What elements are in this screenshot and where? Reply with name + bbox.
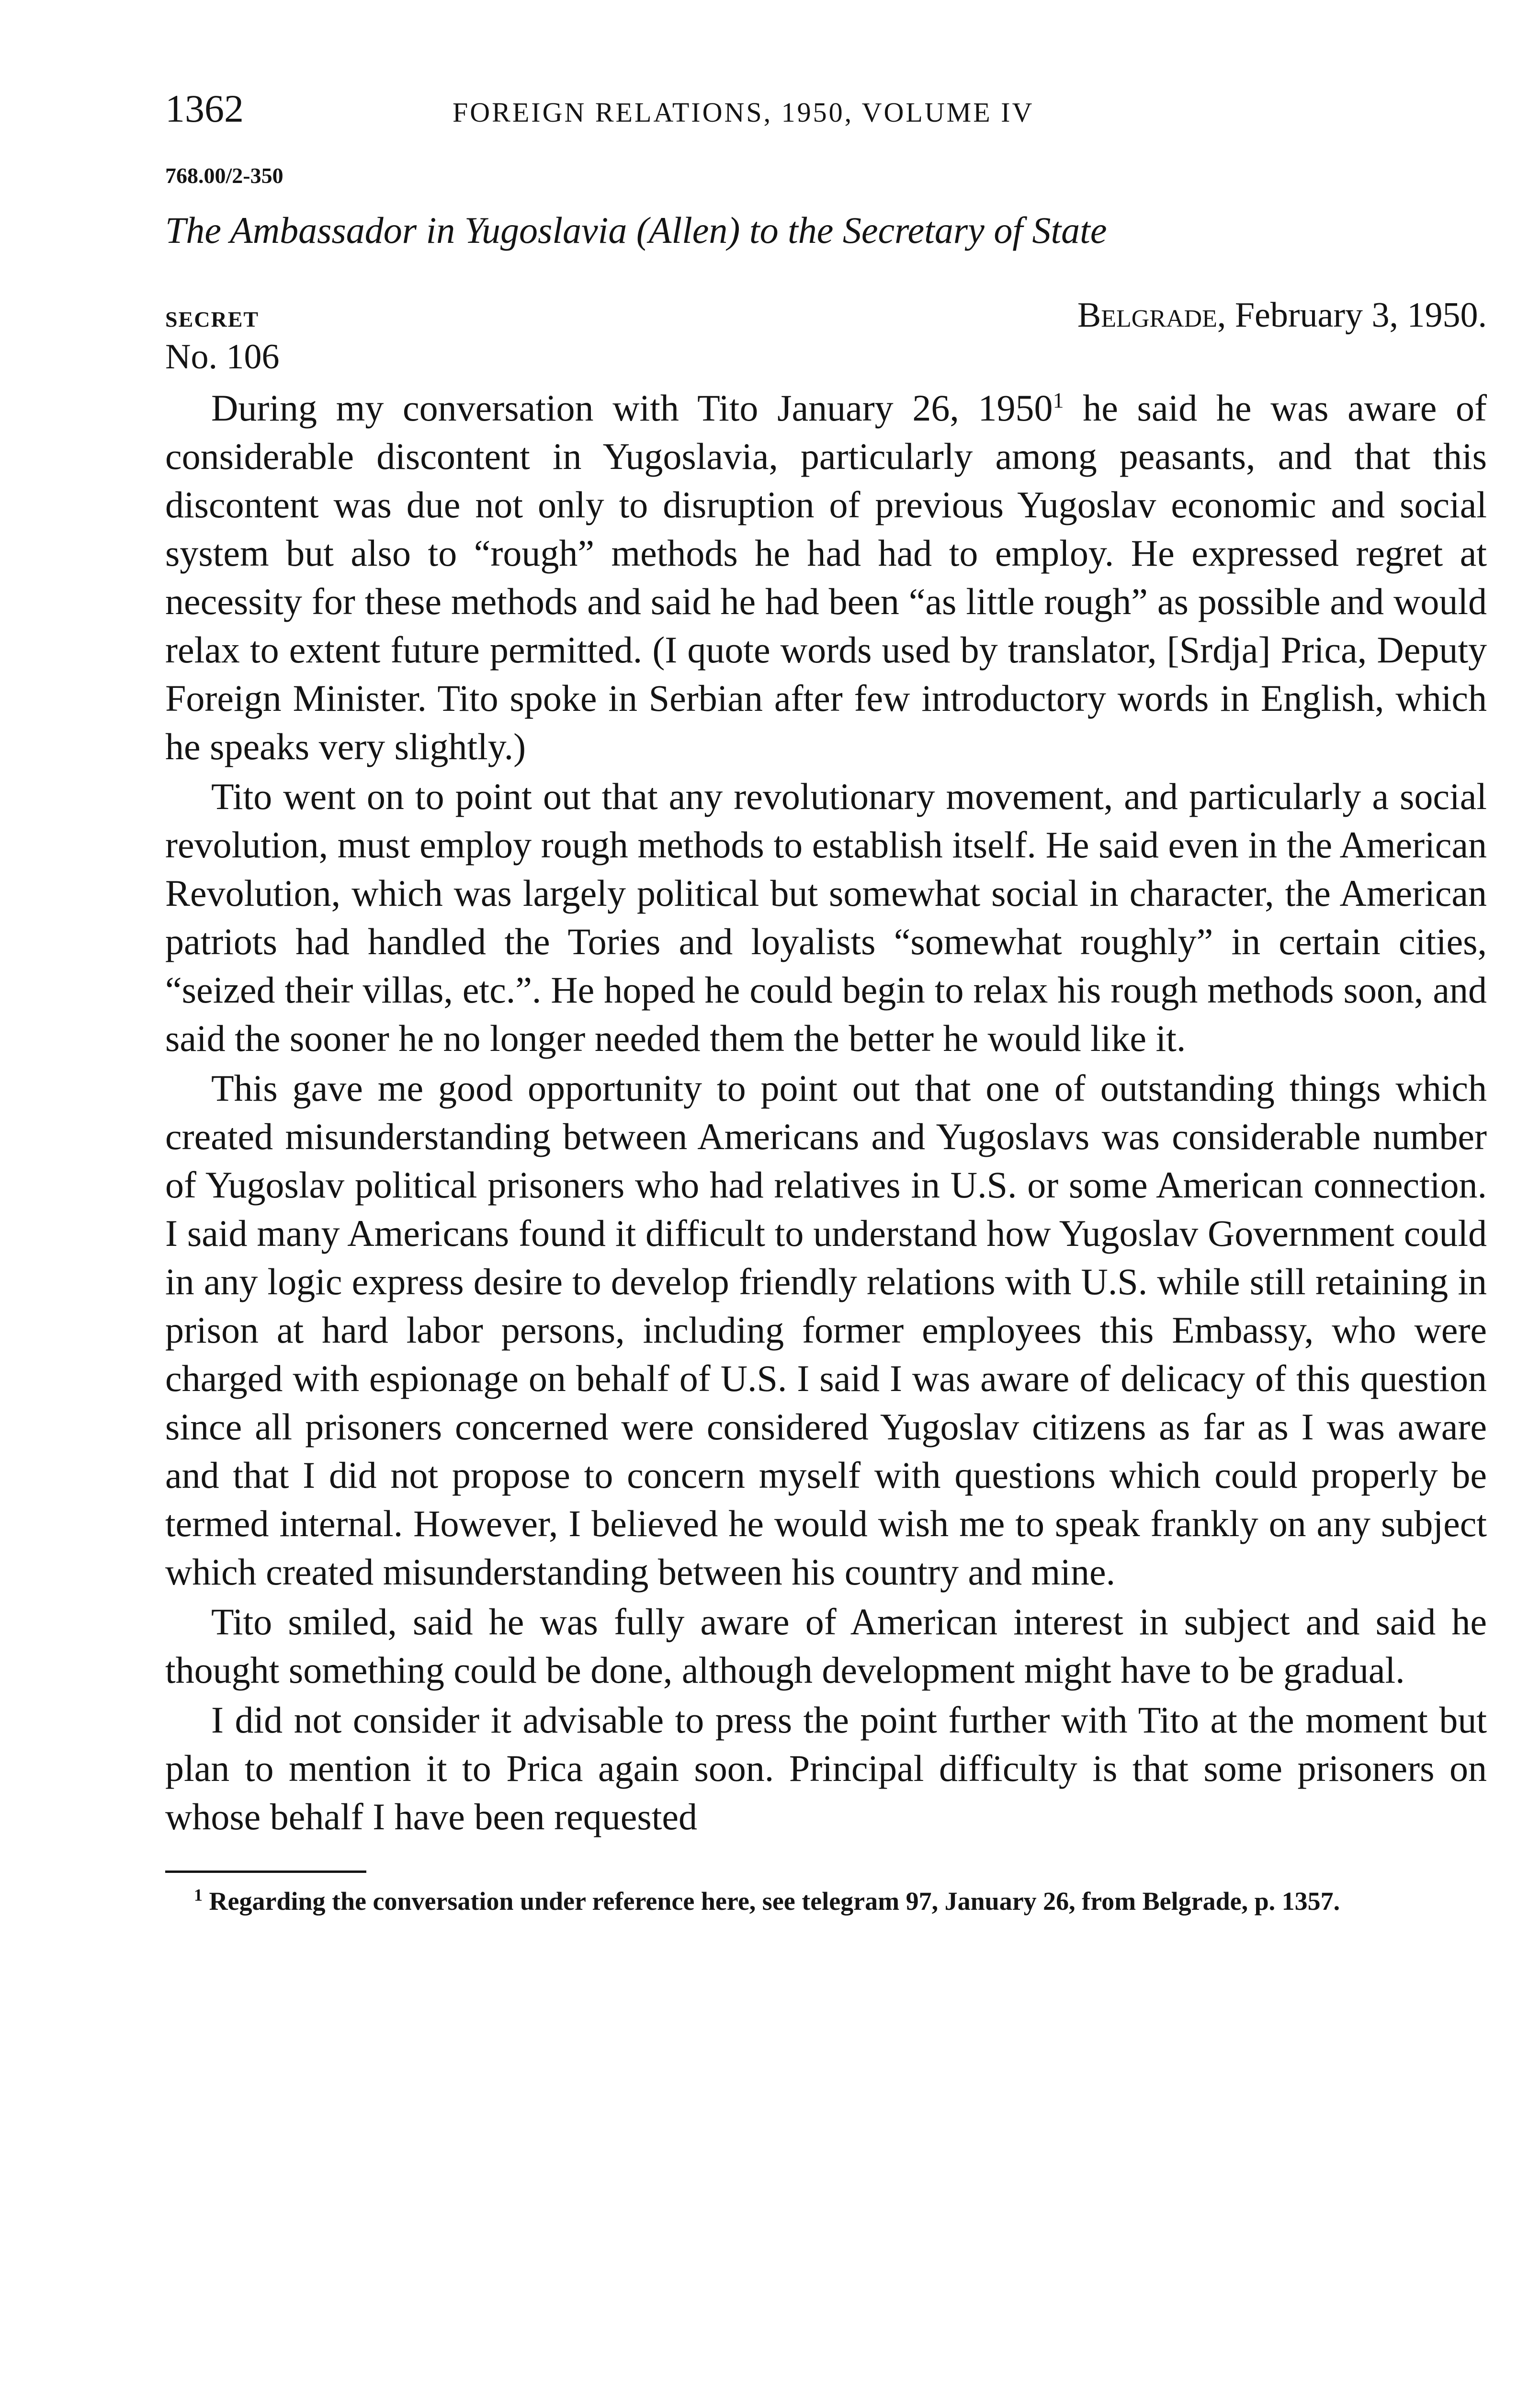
footnote-text: Regarding the conversation under reference here, see telegram 97, January 26, from Belgrade, p. 1357. [203, 1887, 1340, 1916]
running-title: FOREIGN RELATIONS, 1950, VOLUME IV [453, 97, 1034, 128]
document-title: The Ambassador in Yugoslavia (Allen) to the Secretary of State [165, 209, 1107, 251]
page-number: 1362 [165, 87, 244, 130]
footnote-divider [165, 1870, 366, 1873]
document-meta [165, 295, 1487, 336]
paragraph-2: Tito went on to point out that any revolutionary movement, and particularly a social revolution, must employ rough methods to establish itself. He said even in the American Revolution, which was largely political but somewhat social in character, the American patriots had handled the Tories and loyalists “somewhat roughly” in certain cities, “seized their villas, etc.”. He hoped he could begin to relax his rough methods soon, and said the sooner he no longer needed them the better he would like it. [165, 776, 1487, 1059]
paragraph-5: I did not consider it advisable to press the point further with Tito at the moment but plan to mention it to Prica again soon. Principal difficulty is that some prisoners on whose behalf I have been requested [165, 1699, 1487, 1837]
document-number: No. 106 [165, 337, 280, 376]
paragraph-4: Tito smiled, said he was fully aware of American interest in subject and said he thought something could be done, although development might have to be gradual. [165, 1601, 1487, 1691]
footnote-reference: 1 [1053, 388, 1064, 412]
paragraph-1-text-b: he said he was aware of considerable discontent in Yugoslavia, particularly among peasants, and that this discontent was due not only to disruption of previous Yugoslav economic and social system but also to “rough” methods he had had to employ. He expressed regret at necessity for these methods and said he had been “as little rough” as possible and would relax to extent future permitted. (I quote words used by translator, [Srdja] Prica, Deputy Foreign Minister. Tito spoke in Serbian after few introductory words in English, which he speaks very slightly.) [165, 387, 1487, 767]
place: Belgrade [1077, 296, 1217, 335]
paragraph-1-text-a: During my conversation with Tito January 26, 1950 [211, 387, 1053, 429]
footnote-mark: 1 [194, 1885, 203, 1905]
paragraph-1 [165, 384, 1487, 771]
running-head [165, 86, 1487, 144]
document-page [165, 86, 1487, 1917]
file-number: 768.00/2-350 [165, 163, 283, 188]
date: , February 3, 1950. [1217, 296, 1487, 335]
body-text [165, 384, 1487, 1841]
paragraph-3: This gave me good opportunity to point out that one of outstanding things which created misunderstanding between Americans and Yugoslavs was considerable number of Yugoslav political prisoners who had relatives in U.S. or some American connection. I said many Americans found it difficult to understand how Yugoslav Government could in any logic express desire to develop friendly relations with U.S. while still retaining in prison at hard labor persons, including former employees this Embassy, who were charged with espionage on behalf of U.S. I said I was aware of delicacy of this question since all prisoners concerned were considered Yugoslav citizens as far as I was aware and that I did not propose to concern myself with questions which could properly be termed internal. However, I believed he would wish me to speak frankly on any subject which created misunderstanding between his country and mine. [165, 1067, 1487, 1593]
classification-label: SECRET [165, 307, 260, 331]
footnote [165, 1885, 1487, 1917]
place-date [1077, 295, 1487, 336]
